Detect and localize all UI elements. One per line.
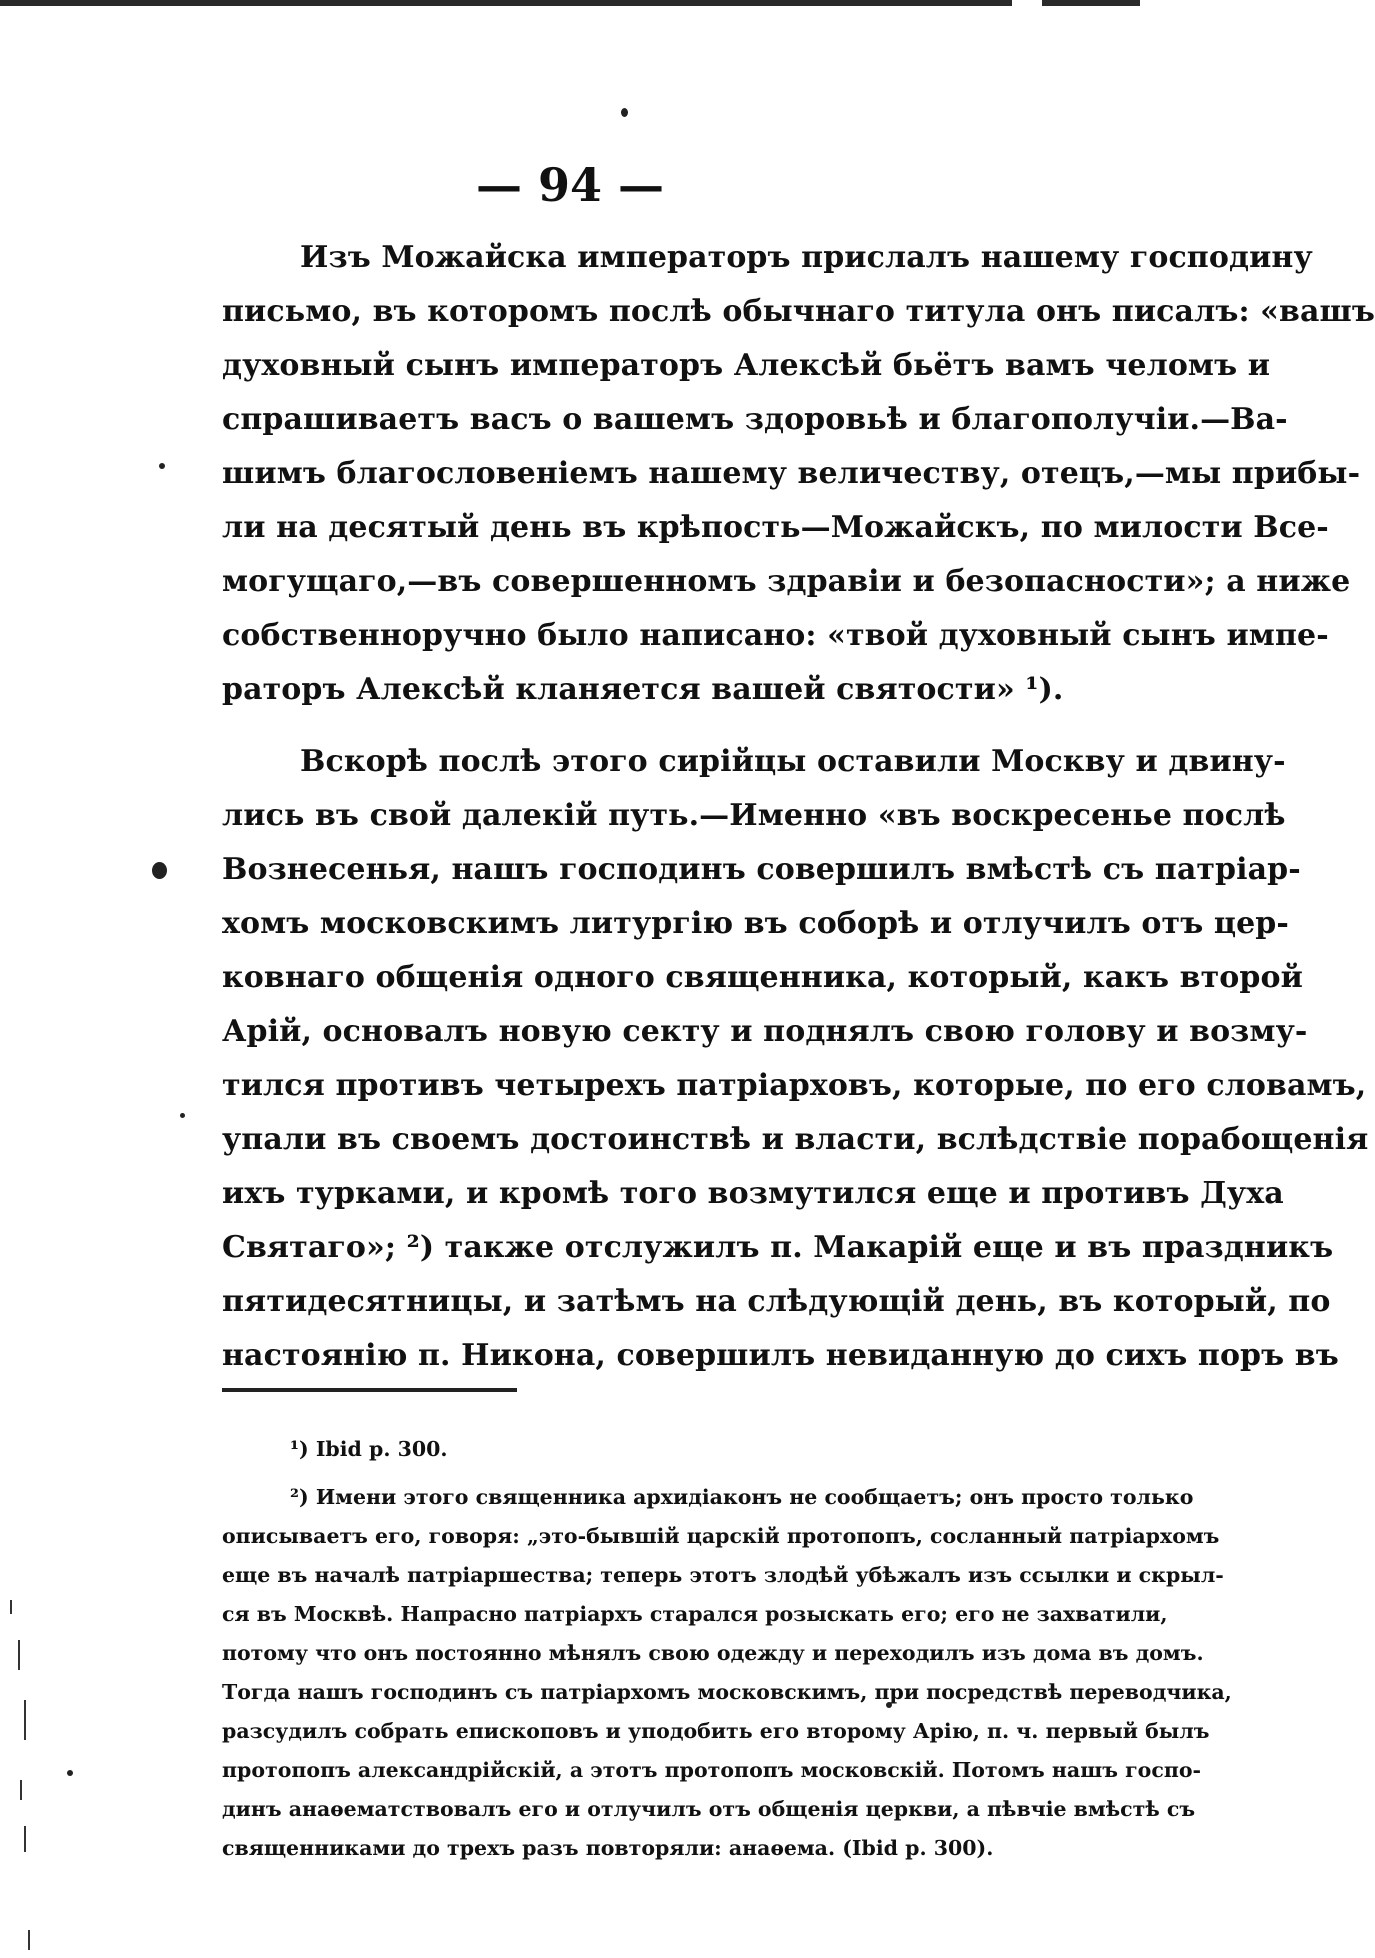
body-line: упали въ своемъ достоинствѣ и власти, вслѣдствіе порабощенія [222, 1122, 1369, 1157]
footnote-2-line: еще въ началѣ патріаршества; теперь этотъ злодѣй убѣжалъ изъ ссылки и скрыл- [222, 1563, 1224, 1587]
body-line: Арій, основалъ новую секту и поднялъ свою голову и возму- [222, 1014, 1308, 1049]
body-line: лись въ свой далекій путь.—Именно «въ воскресенье послѣ [222, 798, 1286, 833]
body-line: спрашиваетъ васъ о вашемъ здоровьѣ и благополучіи.—Ва- [222, 402, 1288, 437]
footnote-1: ¹) Ibid p. 300. [290, 1437, 448, 1461]
footnote-2-line: ²) Имени этого священника архидіаконъ не сообщаетъ; онъ просто только [290, 1485, 1194, 1509]
body-line: Святаго»; ²) также отслужилъ п. Макарій еще и въ праздникъ [222, 1230, 1334, 1265]
footnote-2-line: Тогда нашъ господинъ съ патріархомъ московскимъ, при посредствѣ переводчика, [222, 1680, 1232, 1704]
body-line: ли на десятый день въ крѣпость—Можайскъ, по милости Все- [222, 510, 1329, 545]
scan-speck [621, 108, 628, 117]
body-line: тился противъ четырехъ патріарховъ, которые, по его словамъ, [222, 1068, 1367, 1103]
body-line: раторъ Алексѣй кланяется вашей святости» ¹). [222, 672, 1064, 707]
body-line: ихъ турками, и кромѣ того возмутился еще и противъ Духа [222, 1176, 1284, 1211]
footnote-2-line: разсудилъ собрать епископовъ и уподобить его второму Арію, п. ч. первый былъ [222, 1719, 1210, 1743]
body-line: Изъ Можайска императоръ прислалъ нашему господину [300, 240, 1313, 275]
body-line: духовный сынъ императоръ Алексѣй бьётъ вамъ челомъ и [222, 348, 1271, 383]
scan-speck [159, 463, 165, 469]
scan-speck [180, 1113, 185, 1118]
body-line: хомъ московскимъ литургію въ соборѣ и отлучилъ отъ цер- [222, 906, 1289, 941]
scan-speck [67, 1770, 73, 1776]
left-edge-mark [18, 1640, 20, 1670]
body-line: Вознесенья, нашъ господинъ совершилъ вмѣстѣ съ патріар- [222, 852, 1301, 887]
footnote-separator [222, 1388, 517, 1392]
top-border-gap [1012, 0, 1042, 6]
body-line: могущаго,—въ совершенномъ здравіи и безопасности»; а ниже [222, 564, 1351, 599]
body-line: шимъ благословеніемъ нашему величеству, отецъ,—мы прибы- [222, 456, 1361, 491]
body-line: настоянію п. Никона, совершилъ невиданную до сихъ поръ въ [222, 1338, 1339, 1373]
body-line: письмо, въ которомъ послѣ обычнаго титула онъ писалъ: «вашъ [222, 294, 1375, 329]
left-edge-mark [24, 1826, 26, 1852]
body-line: Вскорѣ послѣ этого сирійцы оставили Москву и двину- [300, 744, 1286, 779]
body-line: пятидесятницы, и затѣмъ на слѣдующій день, въ который, по [222, 1284, 1331, 1319]
scan-speck [152, 862, 167, 879]
left-edge-mark [28, 1930, 30, 1950]
top-border-rule [0, 0, 1140, 6]
page-number: — 94 — [475, 158, 665, 212]
footnote-2-line: протопопъ александрійскій, а этотъ протопопъ московскій. Потомъ нашъ госпо- [222, 1758, 1202, 1782]
footnote-2-line: священниками до трехъ разъ повторяли: анаѳема. (Ibid p. 300). [222, 1836, 994, 1860]
footnote-2-line: потому что онъ постоянно мѣнялъ свою одежду и переходилъ изъ дома въ домъ. [222, 1641, 1204, 1665]
left-edge-mark [10, 1600, 12, 1614]
body-line: собственноручно было написано: «твой духовный сынъ импе- [222, 618, 1329, 653]
footnote-2-line: динъ анаѳематствовалъ его и отлучилъ отъ общенія церкви, а пѣвчіе вмѣстѣ съ [222, 1797, 1196, 1821]
footnote-2-line: ся въ Москвѣ. Напрасно патріархъ старался розыскать его; его не захватили, [222, 1602, 1168, 1626]
body-line: ковнаго общенія одного священника, который, какъ второй [222, 960, 1303, 995]
left-edge-mark [24, 1700, 26, 1740]
left-edge-mark [20, 1780, 22, 1800]
footnote-2-line: описываетъ его, говоря: „это-бывшій царскій протопопъ, сосланный патріархомъ [222, 1524, 1220, 1548]
